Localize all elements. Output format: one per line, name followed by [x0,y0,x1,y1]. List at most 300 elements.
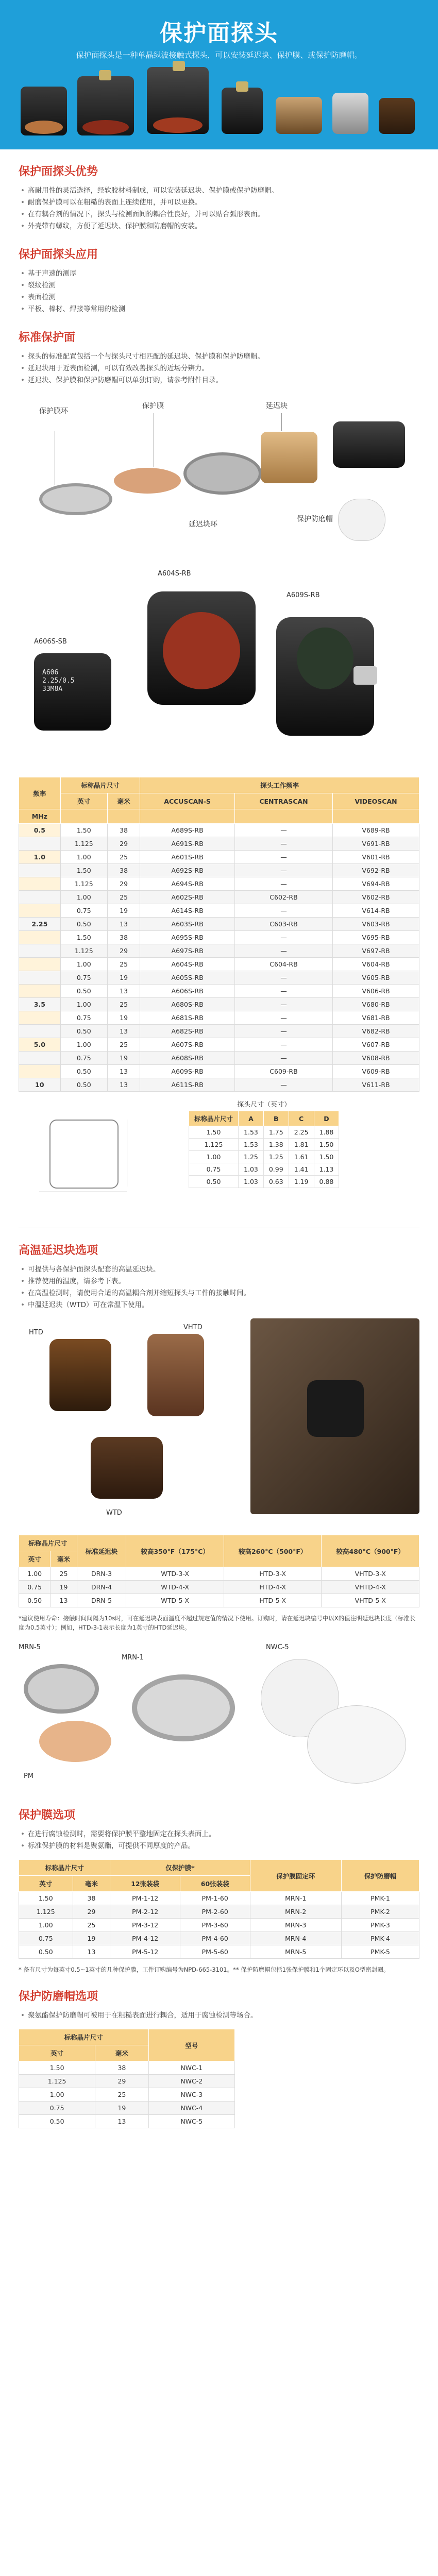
table-row [19,918,419,931]
table-row [19,971,419,985]
table-cell: — [234,1011,332,1025]
delay-block-label: 延迟块 [266,402,288,410]
table-cell: 1.25 [239,1151,264,1163]
table-cell: V606-RB [333,985,419,998]
table-header: 仅保护膜* [110,1860,250,1876]
table-cell: 0.50 [60,1078,107,1092]
table-cell [19,985,61,998]
table-cell: V694-RB [333,877,419,891]
table-cell: 1.03 [239,1176,264,1188]
table-cell [19,1011,61,1025]
table-cell: WTD-3-X [126,1567,224,1581]
table-cell: VHTD-4-X [322,1581,419,1594]
table-header: 标称晶片尺寸 [19,2029,149,2045]
table-header: 较高260°C（500°F） [224,1535,322,1567]
table-cell: 1.00 [60,998,107,1011]
product-label: A604S-RB [158,570,191,578]
table-cell: 1.00 [19,1919,73,1932]
table-cell: 13 [50,1594,77,1607]
table-header: 英寸 [60,793,107,809]
table-header: 英寸 [19,1551,50,1567]
table-cell: 0.63 [263,1176,289,1188]
dimension-table-wrap [189,1099,339,1188]
table-row [19,2102,235,2115]
htd-image [49,1339,111,1411]
table-cell: A695S-RB [140,931,235,944]
table-row [189,1139,339,1151]
list-item: • 延迟块、保护膜和保护防磨帽可以单独订购，请参考附件目录。 [28,375,419,386]
table-row [19,1892,419,1905]
table-cell [19,904,61,918]
vhtd-image [147,1334,204,1416]
table-cell: 29 [73,1905,110,1919]
table-cell: 13 [107,1065,140,1078]
table-cell: 0.50 [60,1025,107,1038]
table-cell: 13 [95,2115,148,2128]
htd-label: HTD [29,1329,43,1336]
table-cell: 1.81 [289,1139,314,1151]
table-header: 较高350°F（175°C） [126,1535,224,1567]
table-cell: V681-RB [333,1011,419,1025]
wear-cap-image [338,499,385,541]
table-cell: 1.88 [314,1126,339,1139]
table-cell: NWC-3 [148,2088,234,2102]
table-cell: 25 [107,891,140,904]
table-cell: 1.125 [60,877,107,891]
table-cell: 1.50 [19,2061,95,2075]
table-cell: A604S-RB [140,958,235,971]
hero-product-lineup [21,67,417,144]
table-cell: 0.75 [60,1052,107,1065]
table-cell: 0.75 [19,1932,73,1945]
table-row [19,1025,419,1038]
table-cell: 1.50 [60,931,107,944]
list-item: • 推荐使用的温度，请参考下表。 [28,1276,419,1287]
table-cell: A691S-RB [140,837,235,851]
table-cell: 25 [73,1919,110,1932]
table-cell: V682-RB [333,1025,419,1038]
probe-image [276,617,374,736]
table-row [19,2088,235,2102]
table-cell: PM-2-60 [180,1905,250,1919]
table-cell: V697-RB [333,944,419,958]
table-cell: A606S-RB [140,985,235,998]
table-cell: 25 [107,998,140,1011]
table-header: A [239,1111,264,1126]
table-cell: 1.00 [60,1038,107,1052]
table-cell: 0.50 [19,1945,73,1959]
table-cell: 29 [107,944,140,958]
table-header: MHz [19,809,61,824]
table-cell: A605S-RB [140,971,235,985]
table-cell: V614-RB [333,904,419,918]
table-header: ACCUSCAN-S [140,793,235,809]
table-row [19,2115,235,2128]
table-cell: 13 [73,1945,110,1959]
list-item: • 在进行腐蚀检测时，需要将保护膜平整地固定在探头表面上。 [28,1828,419,1840]
table-row [19,1594,419,1607]
table-cell: 1.19 [289,1176,314,1188]
vhtd-label: VHTD [183,1324,203,1331]
list-item: • 高耐用性的灵活选择，经软胶材料制成，可以安装延迟块、保护膜或保护防磨帽。 [28,185,419,197]
table-cell: MRN-5 [250,1945,341,1959]
delay-block-image [332,93,368,134]
table-cell: 25 [95,2088,148,2102]
table-cell: PM-3-60 [180,1919,250,1932]
table-cell: 2.25 [19,918,61,931]
table-cell: 0.50 [60,985,107,998]
table-cell: 1.125 [60,837,107,851]
table-cell: PMK-1 [341,1892,419,1905]
table-cell: 1.50 [60,864,107,877]
table-header: 英寸 [19,2045,95,2061]
high-temp-note: *建议使用寿命：接触时间间隔为10s时，可在延迟块表面温度不超过规定值的情况下使用。订购时，请在延迟块编号中以X的值注明延迟块长度（标准长度为0.5英寸）；例如，HTD-3-1表示长度为1英寸的HTD延迟块。 [19,1615,416,1631]
table-row [19,1065,419,1078]
table-cell: — [234,944,332,958]
table-cell [19,931,61,944]
table-cell: 1.50 [19,1892,73,1905]
table-cell [19,1065,61,1078]
table-cell: VHTD-5-X [322,1594,419,1607]
table-header: 标称晶片尺寸 [189,1111,239,1126]
table-cell: HTD-3-X [224,1567,322,1581]
table-cell: 1.00 [60,958,107,971]
table-cell: — [234,1052,332,1065]
table-cell: 1.41 [289,1163,314,1176]
table-cell [19,1025,61,1038]
delay-block-image [379,98,415,134]
table-row [19,944,419,958]
film-options-list [19,1828,419,1852]
delay-block-image [261,432,317,483]
table-cell: 19 [107,1011,140,1025]
table-cell: 19 [50,1581,77,1594]
table-cell: 13 [107,1078,140,1092]
list-item: • 裂纹检测 [28,280,419,292]
high-temp-images [19,1318,419,1535]
product-label: A606S-SB [34,638,67,646]
table-cell: PMK-2 [341,1905,419,1919]
wear-cap-list [19,2010,419,2022]
list-item: • 在高温检测时，请使用合适的高温耦合剂并缩短探头与工件的接触时间。 [28,1287,419,1299]
table-cell: 0.88 [314,1176,339,1188]
high-temp-title: 高温延迟块选项 [19,1244,98,1257]
table-header: B [263,1111,289,1126]
table-cell: 19 [107,904,140,918]
table-cell: 1.00 [19,1567,50,1581]
table-cell: V601-RB [333,851,419,864]
table-header: 型号 [148,2029,234,2061]
table-cell: PMK-4 [341,1932,419,1945]
table-cell: 1.61 [289,1151,314,1163]
table-cell: A694S-RB [140,877,235,891]
table-cell: 25 [107,851,140,864]
table-cell: HTD-4-X [224,1581,322,1594]
table-header: 毫米 [50,1551,77,1567]
table-header: D [314,1111,339,1126]
table-cell: V603-RB [333,918,419,931]
table-cell: 29 [95,2075,148,2088]
table-cell: 38 [107,824,140,837]
table-row [19,958,419,971]
list-item: • 耐磨保护膜可以在粗糙的表面上连续使用，并可以更换。 [28,197,419,209]
wear-cap-title: 保护防磨帽选项 [19,1990,98,2003]
table-cell: 1.50 [314,1151,339,1163]
table-cell: PMK-3 [341,1919,419,1932]
table-cell: 1.50 [60,824,107,837]
page-title: 保护面探头 [160,20,278,46]
table-cell: A689S-RB [140,824,235,837]
table-cell: V605-RB [333,971,419,985]
table-header: 频率 [19,777,61,809]
table-cell: A607S-RB [140,1038,235,1052]
table-cell: 25 [107,1038,140,1052]
table-cell: C609-RB [234,1065,332,1078]
product-label: A609S-RB [287,591,320,599]
table-cell: — [234,864,332,877]
table-row [19,2075,235,2088]
table-cell: 0.50 [60,1065,107,1078]
table-cell: 38 [73,1892,110,1905]
table-row [19,904,419,918]
table-cell: 0.75 [19,2102,95,2115]
probe-image [21,87,67,135]
table-cell: PM-4-12 [110,1932,180,1945]
table-row [19,2061,235,2075]
table-cell: MRN-2 [250,1905,341,1919]
table-cell: NWC-5 [148,2115,234,2128]
table-row [19,1567,419,1581]
table-cell: 1.03 [239,1163,264,1176]
list-item: • 表面检测 [28,292,419,303]
list-item: • 标准保护膜的材料是聚氨酯，可提供不同厚度的产品。 [28,1840,419,1852]
table-cell: PM-4-60 [180,1932,250,1945]
table-cell: 1.38 [263,1139,289,1151]
table-header: C [289,1111,314,1126]
table-row [19,1919,419,1932]
list-item: • 平板、棒材、焊接等常用的检测 [28,303,419,315]
table-cell: 1.53 [239,1126,264,1139]
list-item: • 聚氨酯保护防磨帽可被用于在粗糙表面进行耦合，适用于腐蚀检测等场合。 [28,2010,419,2022]
retaining-ring-image [132,1674,235,1741]
table-cell: V602-RB [333,891,419,904]
product-photos [19,561,419,777]
table-header: 保护防磨帽 [341,1860,419,1892]
applications-title: 保护面探头应用 [19,248,98,261]
table-cell: 0.50 [189,1176,239,1188]
table-header: 标称晶片尺寸 [19,1860,110,1876]
film-options-table [19,1859,419,1959]
table-row [19,1011,419,1025]
spec-table-body [19,824,419,1092]
table-cell: 38 [107,864,140,877]
table-cell: 1.53 [239,1139,264,1151]
table-cell: 13 [107,1025,140,1038]
table-row [19,824,419,837]
table-cell: 25 [50,1567,77,1581]
table-header: 12张装袋 [110,1876,180,1892]
table-cell: WTD-4-X [126,1581,224,1594]
table-cell: A692S-RB [140,864,235,877]
table-cell: VHTD-3-X [322,1567,419,1581]
table-row [19,1038,419,1052]
table-cell [19,837,61,851]
table-cell: 10 [19,1078,61,1092]
dimension-table [189,1111,339,1188]
table-cell: 1.00 [60,851,107,864]
film-image [114,468,181,494]
table-cell: PMK-5 [341,1945,419,1959]
table-row [19,1078,419,1092]
table-row [19,1945,419,1959]
table-cell: DRN-4 [77,1581,126,1594]
high-temp-table [19,1535,419,1607]
wear-cap-label: 保护防磨帽 [297,515,333,523]
engraving-text: 2.25/0.5 [42,677,75,685]
list-item: • 延迟块用于近表面检测，可以有效改善探头的近场分辨力。 [28,363,419,375]
table-header: 毫米 [73,1876,110,1892]
table-cell: A681S-RB [140,1011,235,1025]
accessory-label: MRN-1 [122,1654,144,1662]
list-item: • 在有耦合剂的情况下，探头与检测面间的耦合性良好，并可以贴合弧形表面。 [28,209,419,221]
table-cell: MRN-1 [250,1892,341,1905]
table-header: CENTRASCAN [234,793,332,809]
table-header: 标准延迟块 [77,1535,126,1567]
applications-list [19,268,419,315]
table-cell [19,944,61,958]
spec-table [19,777,419,1092]
table-header: 标称晶片尺寸 [19,1535,77,1551]
table-row [19,1581,419,1594]
standard-film-title: 标准保护面 [19,331,76,344]
table-cell: — [234,904,332,918]
hero-banner [0,0,438,149]
table-row [19,1905,419,1919]
table-cell: V680-RB [333,998,419,1011]
table-row [19,931,419,944]
table-cell: C603-RB [234,918,332,931]
film-ring-label: 保护膜环 [39,407,68,415]
table-cell [19,864,61,877]
list-item: • 中温延迟块（WTD）可在常温下使用。 [28,1299,419,1311]
table-cell: — [234,931,332,944]
table-cell: 1.125 [19,2075,95,2088]
table-cell: V692-RB [333,864,419,877]
table-cell: 0.50 [19,1594,50,1607]
table-cell: 29 [107,877,140,891]
table-cell: A697S-RB [140,944,235,958]
table-cell: 13 [107,918,140,931]
table-cell: 1.125 [19,1905,73,1919]
table-cell: MRN-4 [250,1932,341,1945]
list-item: • 基于声速的测厚 [28,268,419,280]
table-cell [19,891,61,904]
table-row [19,877,419,891]
table-cell: A614S-RB [140,904,235,918]
table-header: 英寸 [19,1876,73,1892]
film-image [39,1721,111,1762]
table-header: 60张装袋 [180,1876,250,1892]
film-label: 保护膜 [142,402,164,410]
table-cell: 5.0 [19,1038,61,1052]
retaining-ring-image [24,1664,99,1714]
table-cell: 19 [107,1052,140,1065]
table-cell: A601S-RB [140,851,235,864]
table-cell: V695-RB [333,931,419,944]
accessory-label: MRN-5 [19,1643,41,1651]
table-cell: 29 [107,837,140,851]
table-row [189,1126,339,1139]
dimension-section [19,1099,419,1217]
table-cell: — [234,824,332,837]
table-cell: V689-RB [333,824,419,837]
table-cell: 1.125 [60,944,107,958]
probe-image [147,67,209,134]
table-cell: NWC-2 [148,2075,234,2088]
dimension-diagram [19,1109,147,1197]
table-cell: A603S-RB [140,918,235,931]
table-cell: 0.75 [60,971,107,985]
table-cell: V608-RB [333,1052,419,1065]
table-cell: 3.5 [19,998,61,1011]
table-cell: V604-RB [333,958,419,971]
table-cell [19,877,61,891]
table-cell: PM-5-60 [180,1945,250,1959]
table-cell: C602-RB [234,891,332,904]
table-header: 毫米 [95,2045,148,2061]
dimension-table-title: 探头尺寸（英寸） [237,1101,291,1109]
table-cell: C604-RB [234,958,332,971]
table-cell: — [234,837,332,851]
table-cell: 1.25 [263,1151,289,1163]
delay-ring-image [183,452,262,495]
probe-image [77,76,134,135]
wear-cap-table [19,2029,235,2128]
table-row [19,998,419,1011]
table-cell: DRN-3 [77,1567,126,1581]
table-cell: 0.75 [60,904,107,918]
table-cell: 2.25 [289,1126,314,1139]
wtd-label: WTD [106,1509,122,1517]
engraving-text: 33M8A [42,685,63,693]
table-cell: — [234,1025,332,1038]
table-cell: PM-3-12 [110,1919,180,1932]
table-cell: A682S-RB [140,1025,235,1038]
table-cell: A680S-RB [140,998,235,1011]
advantages-title: 保护面探头优势 [19,165,98,178]
table-cell: PM-1-60 [180,1892,250,1905]
standard-film-list [19,351,419,386]
table-cell: 0.75 [60,1011,107,1025]
accessories-images [19,1638,419,1793]
probe-image [222,88,263,134]
table-cell: NWC-4 [148,2102,234,2115]
table-cell: — [234,1078,332,1092]
table-cell [19,1052,61,1065]
film-ring-image [39,483,112,515]
table-row [19,1932,419,1945]
wear-cap-image [307,1705,406,1784]
probe-image [34,653,111,731]
table-header: 较高480°C（900°F） [322,1535,419,1567]
delay-block-image [276,97,322,134]
table-cell: 1.00 [19,2088,95,2102]
table-row [19,985,419,998]
table-cell: V607-RB [333,1038,419,1052]
table-cell: 0.75 [19,1581,50,1594]
film-options-note: * 备有尺寸为每英寸0.5~1英寸的几种保护膜，工件订购编号为NPD-665-3101。** 保护防磨帽包括1张保护膜和1个固定环以及O型密封圈。 [19,1966,390,1973]
table-cell: NWC-1 [148,2061,234,2075]
